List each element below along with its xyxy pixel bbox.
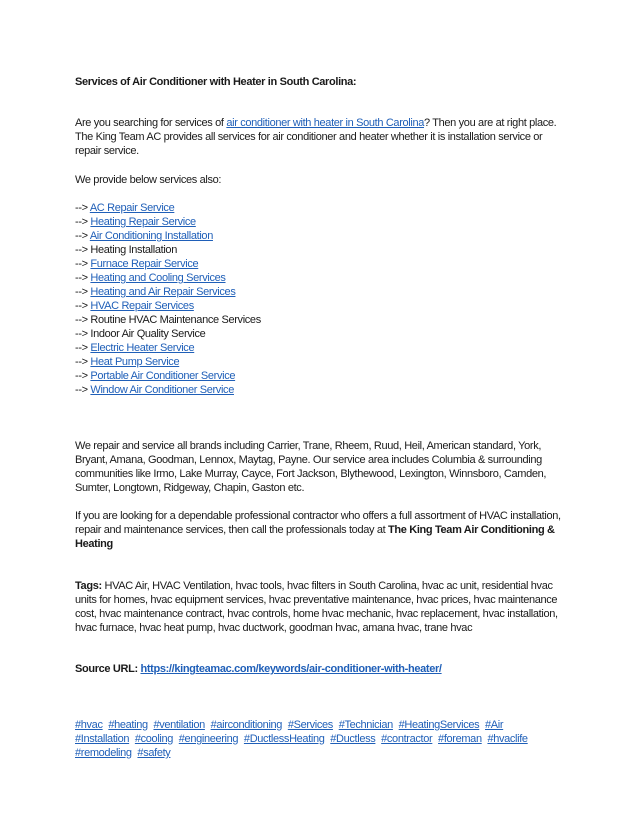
arrow-marker: --> — [75, 384, 91, 396]
hashtag-link[interactable]: #Ductless — [330, 733, 376, 745]
intro-text-before: Are you searching for services of — [75, 117, 227, 129]
service-item — [75, 243, 565, 257]
service-link[interactable]: Furnace Repair Service — [90, 258, 199, 270]
services-list — [75, 201, 565, 397]
service-link[interactable]: Air Conditioning Installation — [89, 230, 213, 242]
hashtag-link[interactable]: #contractor — [381, 733, 433, 745]
service-label: Indoor Air Quality Service — [90, 328, 206, 340]
hashtag-link[interactable]: #Services — [287, 719, 333, 731]
arrow-marker: --> — [75, 258, 91, 270]
hashtag-link[interactable]: #hvaclife — [487, 733, 528, 745]
tags-text: HVAC Air, HVAC Ventilation, hvac tools, hvac filters in South Carolina, hvac ac unit, residential hvac units for homes, hvac equipment services, hvac preventative maintenance, hvac prices, hvac maintenance cost, hvac maintenance contract, hvac controls, home hvac mechanic, hvac replacement, hvac installation, hvac furnace, hvac heat pump, hvac ductwork, goodman hvac, amana hvac, trane hvac — [75, 580, 558, 634]
arrow-marker: --> — [75, 300, 91, 312]
company-name: The King Team Air Conditioning & Heating — [75, 524, 555, 550]
service-label: Heating Installation — [90, 244, 177, 256]
hashtag-link[interactable]: #DuctlessHeating — [243, 733, 325, 745]
arrow-marker: --> — [75, 230, 90, 242]
service-item — [75, 201, 565, 215]
arrow-marker: --> — [75, 286, 91, 298]
hashtag-link[interactable]: #Installation — [75, 733, 130, 745]
service-item — [75, 271, 565, 285]
hashtag-link[interactable]: #Technician — [338, 719, 393, 731]
service-link[interactable]: AC Repair Service — [89, 202, 175, 214]
service-label: Routine HVAC Maintenance Services — [90, 314, 261, 326]
tags-paragraph — [75, 579, 565, 635]
service-link[interactable]: HVAC Repair Services — [90, 300, 194, 312]
intro-text-after: ? Then you are at right place. The King Team AC provides all services for air conditioner and heater whether it is installation service or repair service. — [75, 117, 557, 157]
arrow-marker: --> — [75, 370, 91, 382]
hashtag-link[interactable]: #hvac — [75, 719, 103, 731]
contractor-paragraph — [75, 509, 565, 551]
source-url-line — [75, 662, 565, 676]
arrow-marker: --> — [75, 356, 91, 368]
service-item — [75, 299, 565, 313]
source-label: Source URL: — [75, 663, 141, 675]
service-item — [75, 355, 565, 369]
hashtag-link[interactable]: #remodeling — [75, 747, 132, 759]
service-item — [75, 313, 565, 327]
hashtags — [75, 718, 565, 760]
service-link[interactable]: Heating and Air Repair Services — [90, 286, 236, 298]
hashtag-link[interactable]: #foreman — [438, 733, 482, 745]
service-link[interactable]: Heating Repair Service — [90, 216, 196, 228]
service-link[interactable]: Heat Pump Service — [90, 356, 180, 368]
service-item — [75, 341, 565, 355]
service-item — [75, 369, 565, 383]
service-item — [75, 285, 565, 299]
source-url-link[interactable]: https://kingteamac.com/keywords/air-conditioner-with-heater/ — [140, 663, 442, 675]
hashtag-link[interactable]: #airconditioning — [210, 719, 283, 731]
page-heading: Services of Air Conditioner with Heater in South Carolina: — [75, 76, 357, 88]
service-link[interactable]: Portable Air Conditioner Service — [90, 370, 236, 382]
service-item — [75, 215, 565, 229]
hashtag-link[interactable]: #heating — [108, 719, 148, 731]
intro-paragraph — [75, 116, 565, 158]
arrow-marker: --> — [75, 216, 91, 228]
brands-paragraph: We repair and service all brands including Carrier, Trane, Rheem, Ruud, Heil, American standard, York, Bryant, Amana, Goodman, Lennox, Maytag, Payne. Our service area includes Columbia & surrounding communities like Irmo, Lake Murray, Cayce, Fort Jackson, Blythewood, Lexington, Winnsboro, Camden, Sumter, Longtown, Ridgeway, Chapin, Gaston etc. — [75, 440, 547, 494]
service-item — [75, 257, 565, 271]
intro-link[interactable]: air conditioner with heater in South Carolina — [226, 117, 424, 129]
service-item — [75, 229, 565, 243]
arrow-marker: --> — [75, 328, 91, 340]
arrow-marker: --> — [75, 314, 91, 326]
hashtag-link[interactable]: #engineering — [178, 733, 239, 745]
contractor-text: If you are looking for a dependable professional contractor who offers a full assortment of HVAC installation, repair and maintenance services, then call the professionals today at — [75, 510, 561, 536]
service-link[interactable]: Electric Heater Service — [90, 342, 195, 354]
service-link[interactable]: Window Air Conditioner Service — [90, 384, 234, 396]
hashtag-link[interactable]: #HeatingServices — [398, 719, 480, 731]
arrow-marker: --> — [75, 202, 90, 214]
hashtag-link[interactable]: #safety — [137, 747, 171, 759]
service-link[interactable]: Heating and Cooling Services — [90, 272, 226, 284]
service-item — [75, 327, 565, 341]
hashtag-link[interactable]: #Air — [485, 719, 504, 731]
hashtag-link[interactable]: #cooling — [134, 733, 174, 745]
service-item — [75, 383, 565, 397]
arrow-marker: --> — [75, 342, 91, 354]
arrow-marker: --> — [75, 244, 91, 256]
arrow-marker: --> — [75, 272, 91, 284]
tags-label: Tags: — [75, 580, 102, 592]
hashtag-link[interactable]: #ventilation — [153, 719, 205, 731]
provide-text: We provide below services also: — [75, 174, 222, 186]
